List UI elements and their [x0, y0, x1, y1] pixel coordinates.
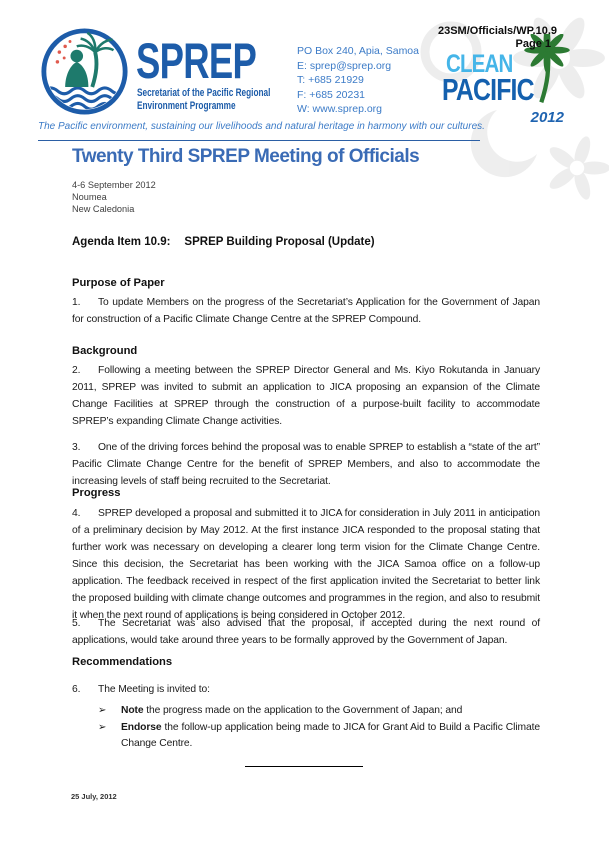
agenda-item-title: SPREP Building Proposal (Update)	[184, 236, 375, 248]
org-subtitle	[137, 87, 270, 113]
clean-pacific-year: 2012	[530, 109, 564, 126]
recommendation-bullet-list	[98, 703, 540, 753]
sprep-logo	[36, 27, 133, 116]
clean-word: CLEAN	[446, 50, 513, 78]
agenda-item-line	[72, 236, 375, 248]
contact-fax: F: +685 20231	[297, 88, 366, 101]
bullet-bold-word: Note	[121, 705, 144, 716]
closing-rule	[245, 766, 363, 767]
bullet-item	[98, 720, 540, 753]
contact-phone: T: +685 21929	[297, 74, 364, 87]
sprep-wordmark: SPREP	[136, 33, 257, 89]
header-rule	[38, 140, 480, 141]
meeting-date: 4-6 September 2012	[72, 180, 156, 190]
paragraph-number: 4.	[72, 508, 81, 519]
paragraph-3	[72, 439, 540, 490]
paragraph-number: 2.	[72, 365, 81, 376]
bullet-arrow-icon: ➢	[98, 721, 107, 733]
section-heading-background: Background	[72, 345, 138, 357]
working-paper-number: 23SM/Officials/WP.10.9	[437, 25, 557, 37]
paragraph-text: Following a meeting between the SPREP Director General and Ms. Kiyo Rokutanda in January 2011, SPREP was invited to submit an application to JICA proposing an expansion of the Climate Change Facilities at SPREP through the construction of a purpose-built facility to accommodate SPREP’s expanding Climate Change activities.	[72, 365, 540, 427]
paragraph-text: SPREP developed a proposal and submitted it to JICA for consideration in July 2011 in anticipation of a preliminary decision by May 2012. At the first instance JICA responded to the proposal stating that further work was necessary on developing a clearer long term vision for the Climate Change Centre. Since this decision, the Secretariat has been working with the JICA Samoa office on a follow-up application. The feedback received in respect of the first application invited the Secretariat to better link the proposed building with climate change outcomes and programmes in the region, and also to resubmit it when the next round of applications is being considered in October 2012.	[72, 508, 540, 621]
paragraph-text: One of the driving forces behind the proposal was to enable SPREP to establish a “state of the art” Pacific Climate Change Centre for the benefit of SPREP Members, and also to accommodate the increasing levels of staff being recruited to the Secretariat.	[72, 442, 540, 487]
contact-web: W: www.sprep.org	[297, 103, 382, 116]
paragraph-number: 3.	[72, 442, 81, 453]
section-heading-purpose: Purpose of Paper	[72, 277, 165, 289]
contact-block	[297, 44, 419, 117]
agenda-item-label: Agenda Item 10.9:	[72, 236, 171, 248]
paragraph-text: The Meeting is invited to:	[98, 684, 210, 695]
bullet-arrow-icon: ➢	[98, 705, 107, 716]
meeting-info	[72, 179, 156, 215]
paragraph-number: 5.	[72, 618, 81, 629]
paragraph-number: 6.	[72, 684, 81, 695]
paragraph-text: To update Members on the progress of the Secretariat’s Application for the Government of Japan for construction of a Pacific Climate Change Centre at the SPREP Compound.	[72, 297, 540, 325]
paragraph-6	[72, 681, 540, 698]
section-heading-recommendations: Recommendations	[72, 656, 173, 668]
paragraph-5	[72, 615, 540, 649]
document-reference	[438, 25, 557, 51]
clean-pacific-2012-logo	[442, 46, 566, 130]
paragraph-2	[72, 362, 540, 430]
org-subtitle-line1: Secretariat of the Pacific Regional	[137, 87, 271, 99]
tagline: The Pacific environment, sustaining our livelihoods and natural heritage in harmony with our cultures.	[38, 121, 485, 132]
pacific-word: PACIFIC	[442, 72, 534, 107]
footer-date: 25 July, 2012	[71, 792, 117, 801]
bullet-text: the follow-up application being made to JICA for Grant Aid to Build a Pacific Climate Change Centre.	[121, 721, 540, 749]
section-heading-progress: Progress	[72, 487, 121, 499]
contact-email: E: sprep@sprep.org	[297, 59, 392, 72]
bullet-text: the progress made on the application to the Government of Japan; and	[143, 705, 463, 716]
meeting-title: Twenty Third SPREP Meeting of Officials	[72, 146, 420, 167]
paragraph-4	[72, 505, 540, 624]
letterhead	[0, 0, 609, 145]
paragraph-1	[72, 294, 540, 328]
org-subtitle-line2: Environment Programme	[137, 100, 236, 112]
contact-address: PO Box 240, Apia, Samoa	[297, 45, 419, 57]
page-number: Page 1	[515, 38, 551, 50]
paragraph-number: 1.	[72, 297, 81, 308]
bullet-item	[98, 703, 540, 720]
meeting-country: New Caledonia	[72, 204, 135, 214]
meeting-city: Noumea	[72, 192, 107, 202]
paragraph-text: The Secretariat was also advised that the proposal, if accepted during the next round of applications, would take around three years to be formally approved by the Government of Japan.	[72, 618, 540, 646]
bullet-bold-word: Endorse	[121, 721, 162, 733]
